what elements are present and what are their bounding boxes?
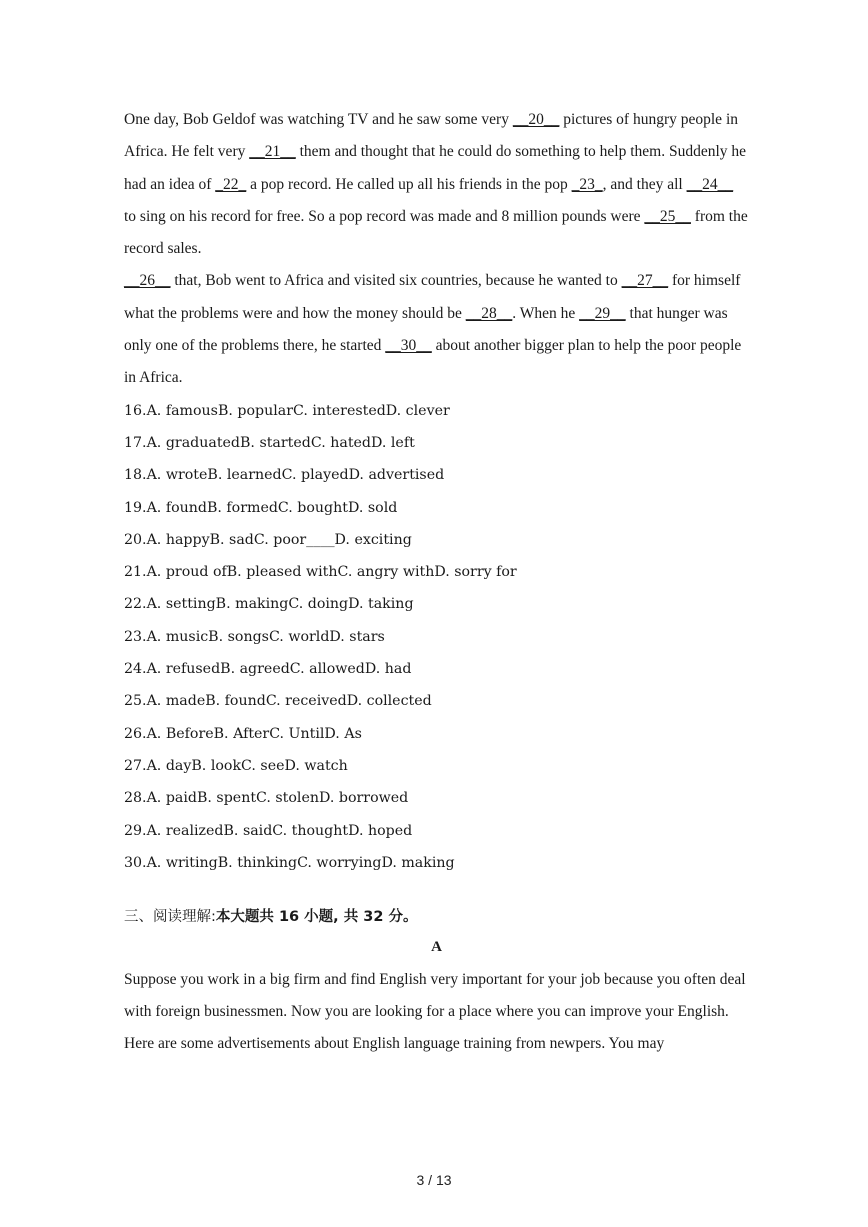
option-line-19: 19.A. foundB. formedC. boughtD. sold [124, 499, 398, 516]
passage-intro: Suppose you work in a big firm and find English very important for your job because you often deal with foreign businessmen. Now you are looking for a place where you can improve your English. Here are some advertisements about English language training from newpers. You may [124, 970, 746, 1053]
option-line-20: 20.A. happyB. sadC. poor____D. exciting [124, 531, 412, 548]
blank-21: __21__ [249, 143, 296, 161]
cloze-paragraph-1 [124, 104, 749, 265]
option-line-29: 29.A. realizedB. saidC. thoughtD. hoped [124, 822, 413, 839]
option-line-22: 22.A. settingB. makingC. doingD. taking [124, 596, 414, 613]
blank-24: __24__ [686, 175, 734, 193]
option-line-25: 25.A. madeB. foundC. receivedD. collected [124, 693, 432, 710]
blank-30: __30__ [385, 337, 432, 355]
blank-27: __27__ [621, 272, 669, 290]
page-content [124, 104, 749, 1061]
option-line-27: 27.A. dayB. lookC. seeD. watch [124, 757, 348, 774]
cloze-text: them and thought that he could do something to help them. Suddenly he had an idea of [124, 143, 747, 193]
option-line-30: 30.A. writingB. thinkingC. worryingD. making [124, 854, 455, 871]
cloze-text: that, Bob went to Africa and visited six countries, because he wanted to [170, 272, 622, 290]
section-heading [124, 901, 749, 933]
option-line-16: 16.A. famousB. popularC. interestedD. clever [124, 402, 450, 419]
answer-options-list [124, 395, 749, 879]
cloze-text: , and they all [602, 175, 687, 193]
blank-23: _23_ [571, 175, 603, 193]
option-line-24: 24.A. refusedB. agreedC. allowedD. had [124, 661, 412, 678]
option-line-17: 17.A. graduatedB. startedC. hatedD. left [124, 434, 415, 451]
option-line-28: 28.A. paidB. spentC. stolenD. borrowed [124, 790, 409, 807]
section-title: 本大题共 16 小题, 共 32 分。 [215, 909, 418, 926]
blank-29: __29__ [579, 304, 626, 322]
option-line-21: 21.A. proud ofB. pleased withC. angry withD. sorry for [124, 564, 517, 581]
cloze-text: . When he [512, 304, 580, 322]
blank-26: __26__ [124, 272, 171, 290]
cloze-text: pictures of hungry people in Africa. He felt very [124, 111, 738, 161]
passage-label: A [431, 939, 442, 956]
cloze-text: that hunger was only one of the problems there, he started [124, 304, 728, 355]
cloze-text: about another bigger plan to help the poor people in Africa. [124, 337, 742, 387]
cloze-text: One day, Bob Geldof was watching TV and he saw some very [124, 111, 513, 128]
section-number: 三、阅读理解: [124, 909, 216, 926]
cloze-paragraph-2 [124, 265, 749, 394]
blank-28: __28__ [465, 304, 513, 322]
cloze-text: for himself what the problems were and how the money should be [124, 272, 741, 322]
blank-22: _22_ [215, 175, 247, 193]
option-line-26: 26.A. BeforeB. AfterC. UntilD. As [124, 725, 362, 742]
option-line-23: 23.A. musicB. songsC. worldD. stars [124, 628, 385, 645]
cloze-text: a pop record. He called up all his friends in the pop [246, 175, 572, 193]
page-number: 3 / 13 [416, 1172, 452, 1188]
blank-20: __20__ [512, 111, 560, 128]
blank-25: __25__ [644, 207, 691, 225]
cloze-text: from the record sales. [124, 207, 748, 258]
cloze-text: to sing on his record for free. So a pop record was made and 8 million pounds were [124, 207, 645, 225]
option-line-18: 18.A. wroteB. learnedC. playedD. advertised [124, 467, 445, 484]
